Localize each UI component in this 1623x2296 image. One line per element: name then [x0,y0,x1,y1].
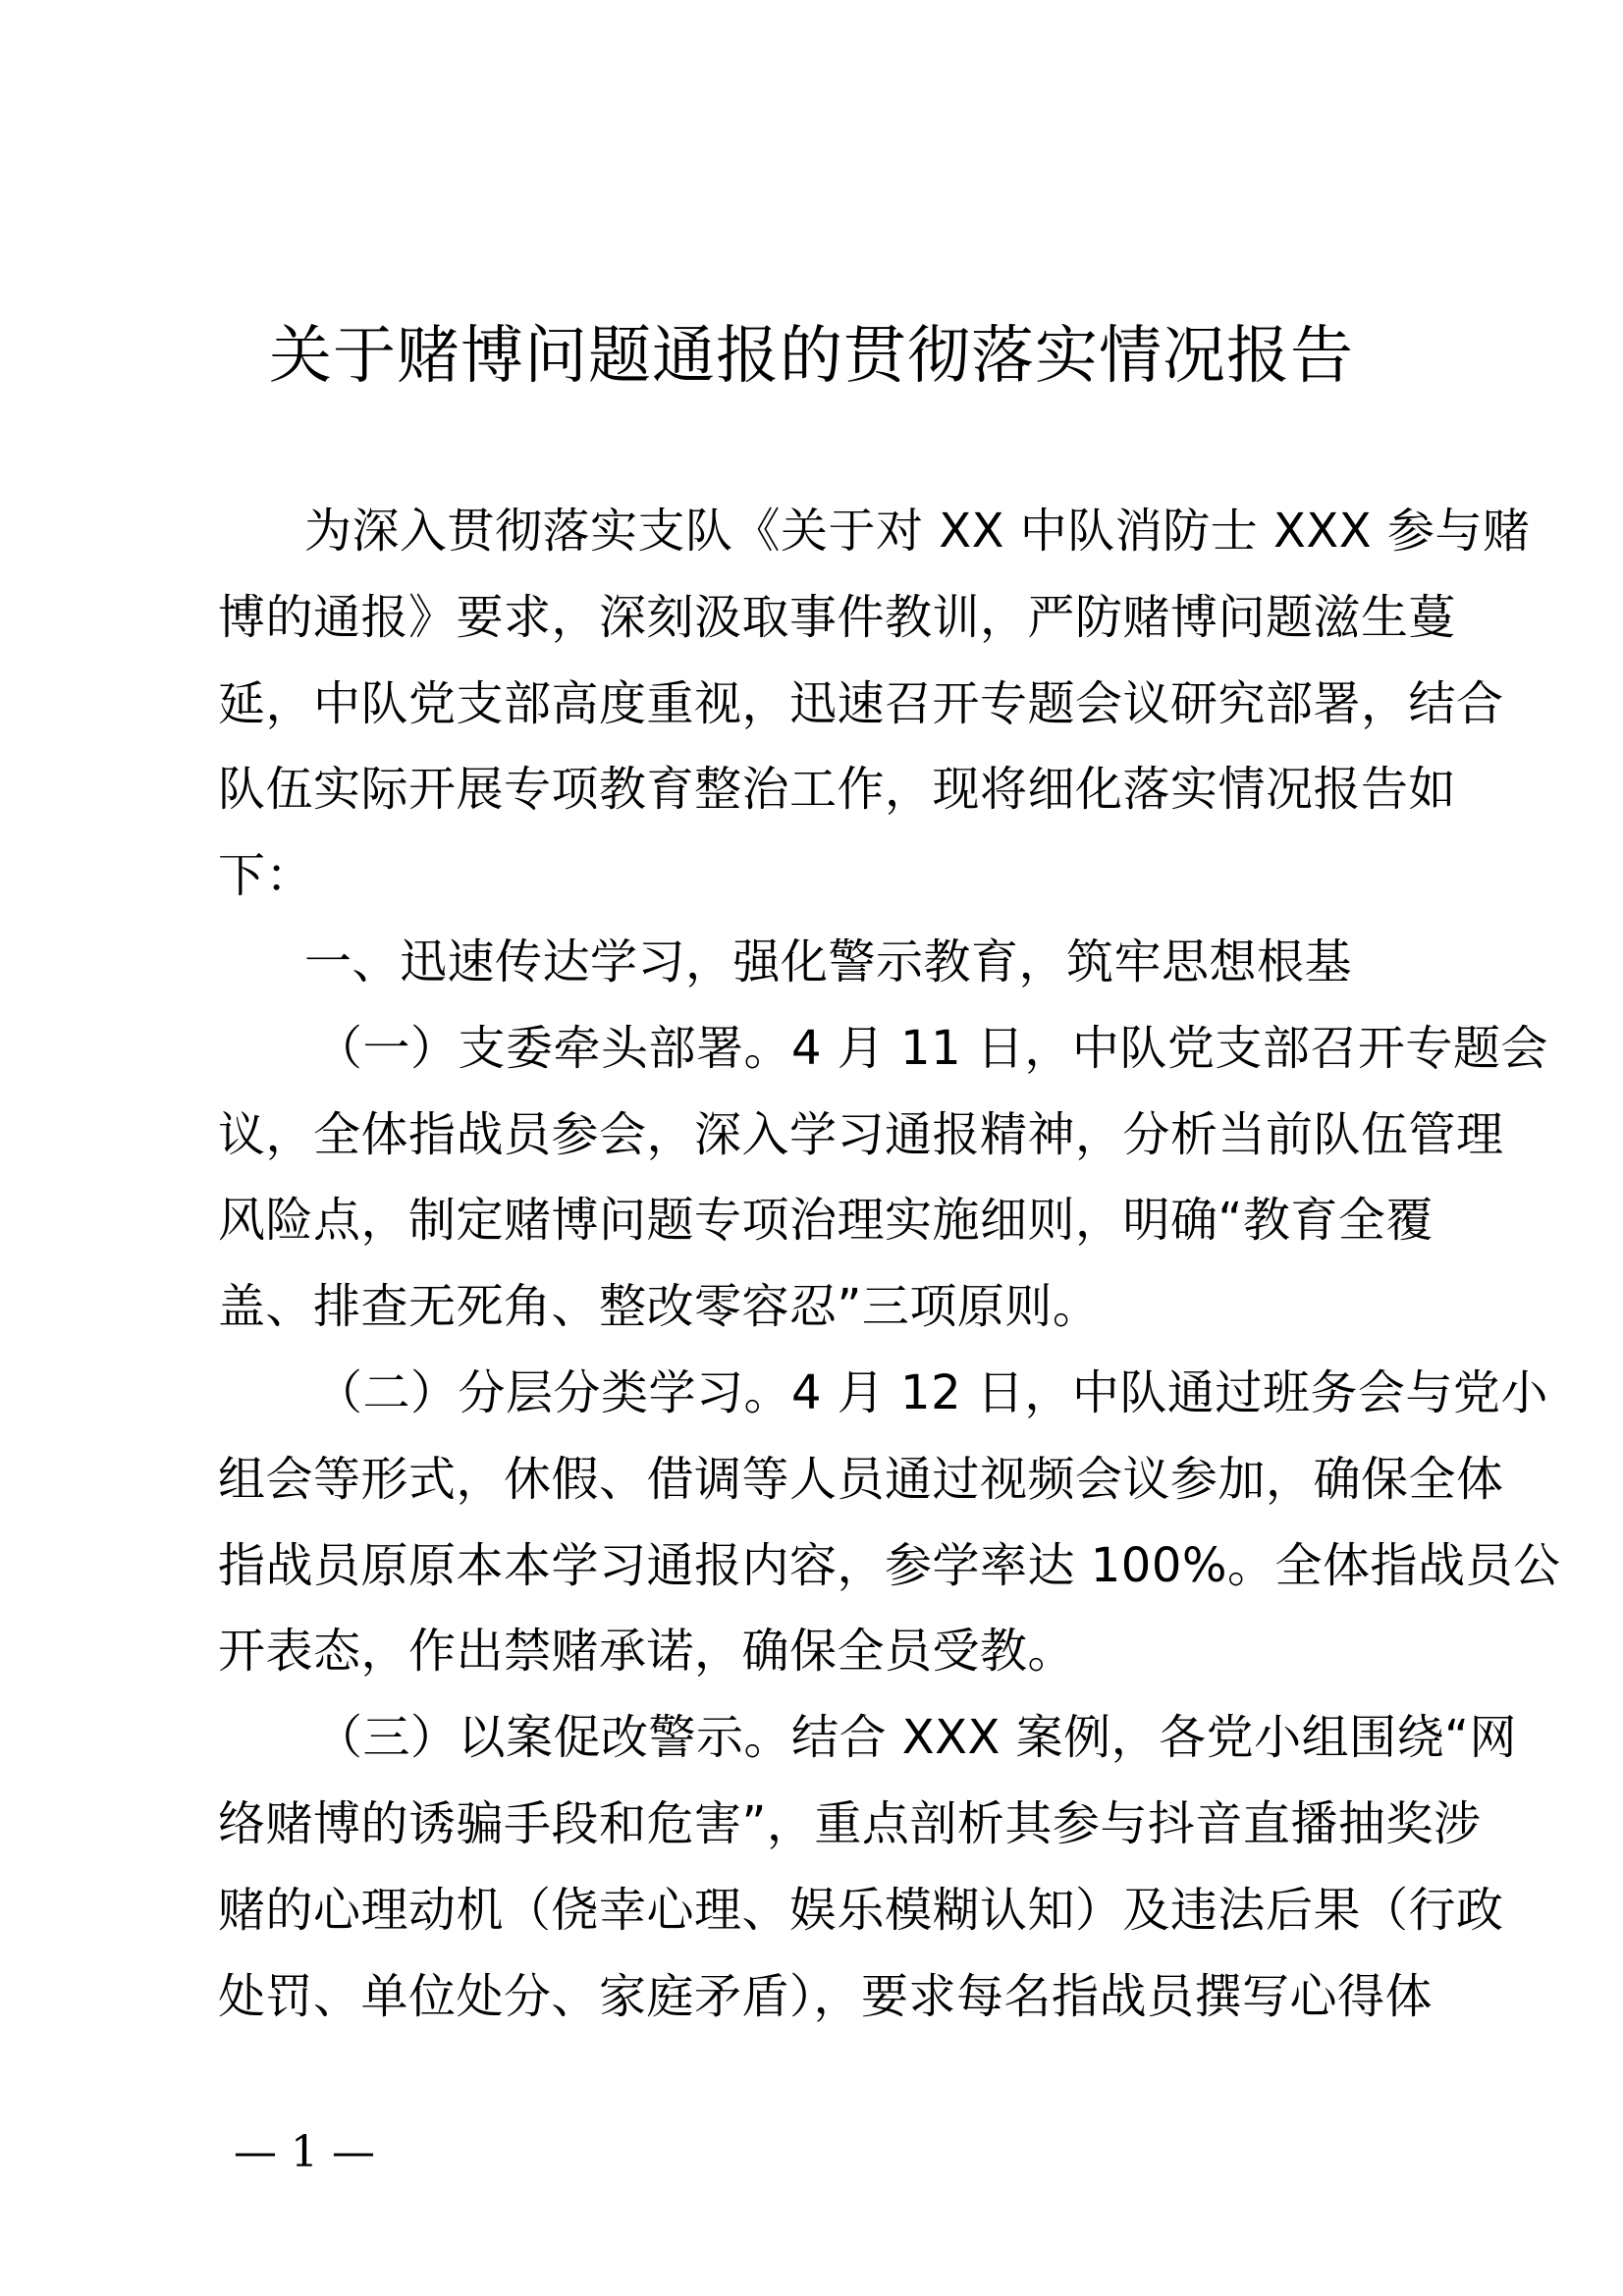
subsection-line: （二）分层分类学习。4 月 12 日，中队通过班务会与党小 [315,1364,1548,1420]
page-number: — 1 — [234,2127,375,2177]
paragraph-line: 议，全体指战员参会，深入学习通报精神，分析当前队伍管理 [218,1106,1504,1162]
document-body [218,489,1561,2040]
paragraph-line: 盖、排查无死角、整改零容忍”三项原则。 [218,1279,1101,1335]
paragraph-line: 组会等形式，休假、借调等人员通过视频会议参加，确保全体 [218,1451,1504,1507]
paragraph-line: 赌的心理动机（侥幸心理、娱乐模糊认知）及违法后果（行政 [218,1882,1504,1938]
paragraph-line: 风险点，制定赌博问题专项治理实施细则，明确“教育全覆 [218,1193,1434,1249]
paragraph-line: 下： [218,848,314,904]
section-heading: 一、迅速传达学习，强化警示教育，筑牢思想根基 [304,934,1353,989]
paragraph-line: 博的通报》要求，深刻汲取事件教训，严防赌博问题滋生蔓 [218,589,1457,645]
subsection-line: （一）支委牵头部署。4 月 11 日，中队党支部召开专题会 [315,1020,1548,1076]
paragraph-line: 络赌博的诱骗手段和危害”，重点剖析其参与抖音直播抽奖涉 [218,1795,1482,1851]
paragraph-line: 开表态，作出禁赌承诺，确保全员受教。 [218,1624,1076,1680]
paragraph-line: 处罚、单位处分、家庭矛盾），要求每名指战员撰写心得体 [218,1968,1434,2024]
paragraph-line: 队伍实际开展专项教育整治工作，现将细化落实情况报告如 [218,762,1457,818]
paragraph-line: 指战员原原本本学习通报内容，参学率达 100%。全体指战员公 [218,1537,1561,1593]
paragraph-line: 延，中队党支部高度重视，迅速召开专题会议研究部署，结合 [218,675,1504,731]
subsection-line: （三）以案促改警示。结合 XXX 案例，各党小组围绕“网 [315,1710,1518,1766]
document-title: 关于赌博问题通报的贯彻落实情况报告 [269,320,1354,393]
paragraph-line: 为深入贯彻落实支队《关于对 XX 中队消防士 XXX 参与赌 [304,504,1531,559]
